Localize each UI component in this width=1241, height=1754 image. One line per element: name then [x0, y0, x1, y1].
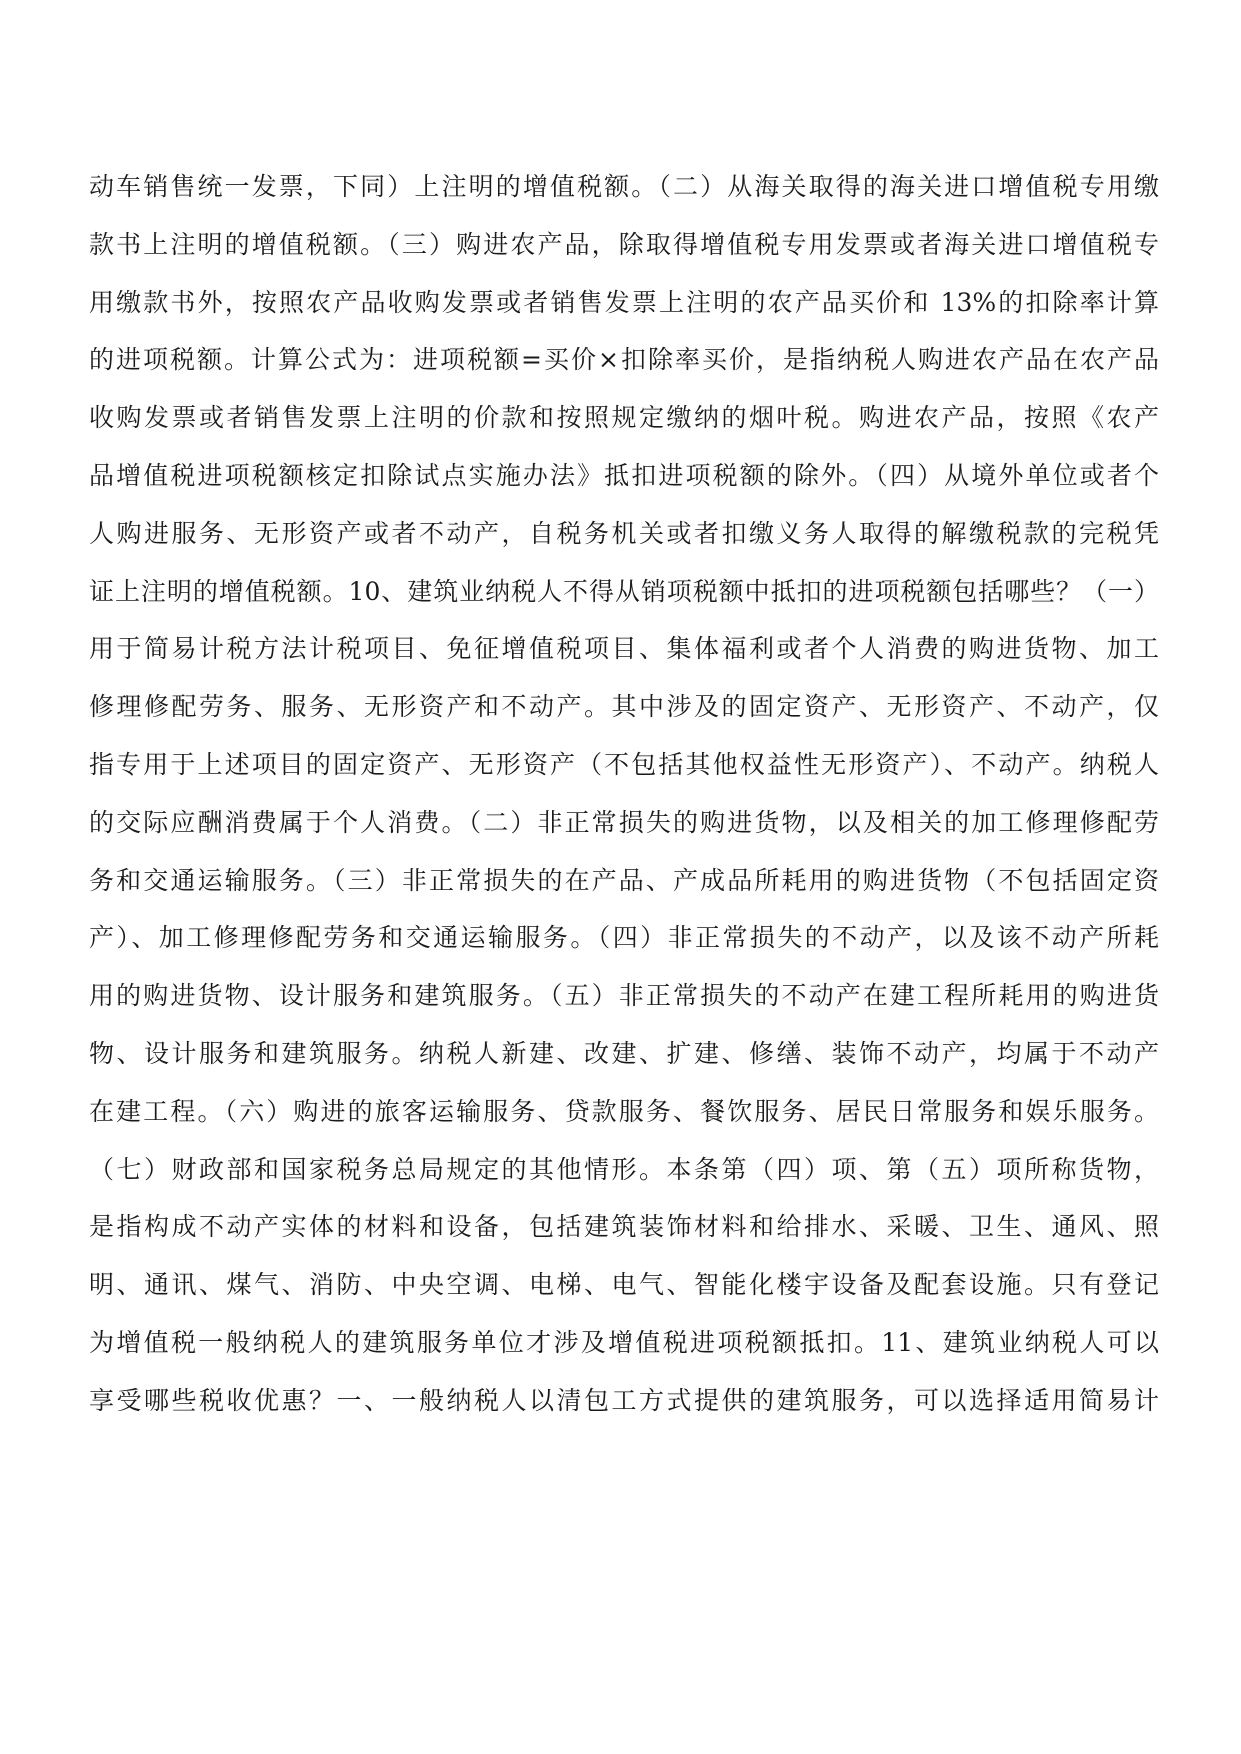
text-line: 证上注明的增值税额。10、建筑业纳税人不得从销项税额中抵扣的进项税额包括哪些？（一）	[89, 576, 1159, 606]
text-line: 务和交通运输服务。（三）非正常损失的在产品、产成品所耗用的购进货物（不包括固定资	[89, 865, 1159, 895]
text-line: 的交际应酬消费属于个人消费。（二）非正常损失的购进货物，以及相关的加工修理修配劳	[89, 807, 1159, 837]
text-line: 产）、加工修理修配劳务和交通运输服务。（四）非正常损失的不动产，以及该不动产所耗	[89, 923, 1159, 953]
text-line: 用缴款书外，按照农产品收购发票或者销售发票上注明的农产品买价和 13%的扣除率计算	[89, 287, 1159, 317]
text-line: 指专用于上述项目的固定资产、无形资产（不包括其他权益性无形资产）、不动产。纳税人	[89, 749, 1159, 779]
text-line: 享受哪些税收优惠？一、一般纳税人以清包工方式提供的建筑服务，可以选择适用简易计	[89, 1385, 1159, 1415]
text-line: 用于简易计税方法计税项目、免征增值税项目、集体福利或者个人消费的购进货物、加工	[89, 634, 1159, 664]
text-line: 收购发票或者销售发票上注明的价款和按照规定缴纳的烟叶税。购进农产品，按照《农产	[89, 403, 1159, 433]
text-line: 在建工程。（六）购进的旅客运输服务、贷款服务、餐饮服务、居民日常服务和娱乐服务。	[89, 1096, 1159, 1126]
text-line: 是指构成不动产实体的材料和设备，包括建筑装饰材料和给排水、采暖、卫生、通风、照	[89, 1212, 1159, 1242]
text-line: 用的购进货物、设计服务和建筑服务。（五）非正常损失的不动产在建工程所耗用的购进货	[89, 981, 1159, 1011]
text-line: 品增值税进项税额核定扣除试点实施办法》抵扣进项税额的除外。（四）从境外单位或者个	[89, 460, 1159, 490]
text-line: 物、设计服务和建筑服务。纳税人新建、改建、扩建、修缮、装饰不动产，均属于不动产	[89, 1038, 1159, 1068]
text-line: 明、通讯、煤气、消防、中央空调、电梯、电气、智能化楼宇设备及配套设施。只有登记	[89, 1270, 1159, 1300]
text-line: 动车销售统一发票，下同）上注明的增值税额。（二）从海关取得的海关进口增值税专用缴	[89, 172, 1159, 201]
text-line: 修理修配劳务、服务、无形资产和不动产。其中涉及的固定资产、无形资产、不动产，仅	[89, 692, 1159, 722]
body-text	[89, 158, 1159, 1430]
text-line: 人购进服务、无形资产或者不动产，自税务机关或者扣缴义务人取得的解缴税款的完税凭	[89, 518, 1159, 548]
text-line: 款书上注明的增值税额。（三）购进农产品，除取得增值税专用发票或者海关进口增值税专	[89, 229, 1159, 259]
text-line: 为增值税一般纳税人的建筑服务单位才涉及增值税进项税额抵扣。11、建筑业纳税人可以	[89, 1327, 1159, 1357]
text-line: （七）财政部和国家税务总局规定的其他情形。本条第（四）项、第（五）项所称货物，	[89, 1154, 1159, 1184]
text-line: 的进项税额。计算公式为：进项税额=买价×扣除率买价，是指纳税人购进农产品在农产品	[89, 345, 1159, 375]
